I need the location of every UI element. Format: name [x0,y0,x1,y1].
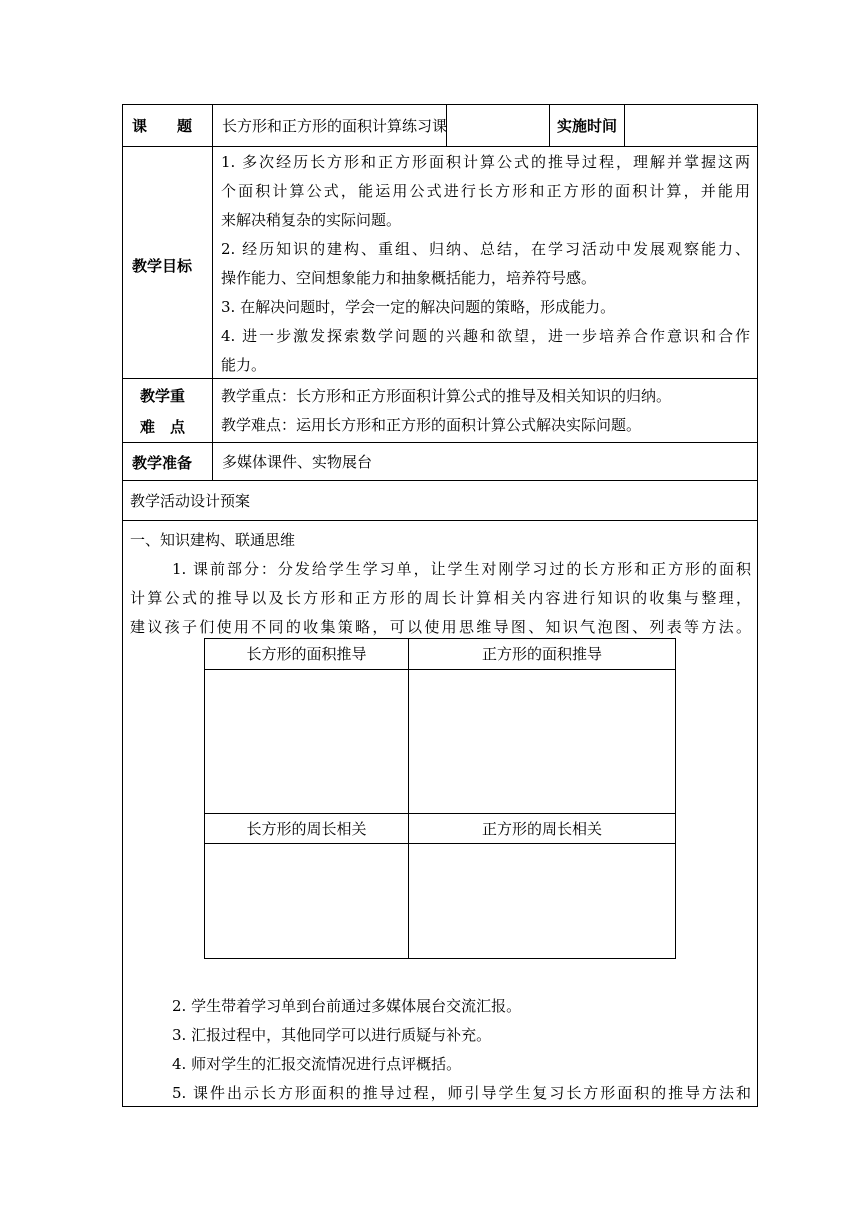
intro-line: 建议孩子们使用不同的收集策略，可以使用思维导图、知识气泡图、列表等方法。 [130,618,751,636]
worksheet-square-perimeter-header: 正方形的周长相关 [481,820,602,838]
preparation-label: 教学准备 [132,454,193,472]
objective-line: 来解决稍复杂的实际问题。 [221,211,402,229]
objective-line: 4. 进一步激发探索数学问题的兴趣和欲望，进一步培养合作意识和合作 [221,327,750,345]
table-rule-activity-body [122,520,758,521]
worksheet-border-top [204,638,676,639]
objective-line: 操作能力、空间想象能力和抽象概括能力，培养符号感。 [221,269,597,287]
table-rule-activity [122,480,758,481]
worksheet-rule-2 [204,813,676,814]
keypoints-label-line1: 教学重 [140,387,186,405]
worksheet-square-area-header: 正方形的面积推导 [481,645,602,663]
worksheet-rect-perimeter-header: 长方形的周长相关 [246,820,367,838]
step-line: 4. 师对学生的汇报交流情况进行点评概括。 [172,1055,462,1073]
header-divider-2 [549,104,550,147]
keypoint-line: 教学重点：长方形和正方形面积计算公式的推导及相关知识的归纳。 [221,387,672,405]
table-border-top [122,104,758,105]
time-label: 实施时间 [557,117,618,135]
steps-paragraph [130,992,751,1108]
intro-line: 1. 课前部分：分发给学生学习单，让学生对刚学习过的长方形和正方形的面积 [172,560,751,578]
worksheet-border-left [204,638,205,959]
objective-line: 2. 经历知识的建构、重组、归纳、总结，在学习活动中发展观察能力、 [221,240,750,258]
keypoint-line: 教学难点：运用长方形和正方形的面积计算公式解决实际问题。 [221,416,642,434]
worksheet-rect-area-header: 长方形的面积推导 [246,645,367,663]
worksheet-rule-1 [204,669,676,670]
keypoints-text [221,382,750,440]
table-rule-preparation [122,442,758,443]
intro-paragraph [130,555,751,642]
table-border-left [122,104,123,1107]
preparation-value: 多媒体课件、实物展台 [222,453,373,471]
table-rule-objectives [122,146,758,147]
intro-line: 计算公式的推导以及长方形和正方形的周长计算相关内容进行知识的收集与整理， [130,589,751,607]
step-line: 2. 学生带着学习单到台前通过多媒体展台交流汇报。 [172,997,522,1015]
worksheet-border-bottom [204,958,676,959]
step-line: 3. 汇报过程中，其他同学可以进行质疑与补充。 [172,1026,492,1044]
objective-line: 1. 多次经历长方形和正方形面积计算公式的推导过程，理解并掌握这两 [221,153,750,171]
keypoints-label-line2: 难 点 [140,418,186,436]
worksheet-border-right [675,638,676,959]
objective-line: 个面积计算公式，能运用公式进行长方形和正方形的面积计算，并能用 [221,182,750,200]
worksheet-divider [408,638,409,959]
topic-label: 课 题 [132,117,193,135]
activity-title: 教学活动设计预案 [130,492,251,510]
objectives-text [221,148,750,380]
table-border-right [757,104,758,1107]
objective-line: 3. 在解决问题时，学会一定的解决问题的策略，形成能力。 [221,298,616,316]
worksheet-rule-3 [204,843,676,844]
step-line: 5. 课件出示长方形面积的推导过程，师引导学生复习长方形面积的推导方法和 [172,1084,751,1102]
topic-value: 长方形和正方形的面积计算练习课 [222,117,448,135]
header-divider-3 [624,104,625,147]
section-heading: 一、知识建构、联通思维 [130,531,296,549]
label-column-divider [212,104,213,481]
objectives-label: 教学目标 [132,257,193,275]
objective-line: 能力。 [221,356,267,374]
